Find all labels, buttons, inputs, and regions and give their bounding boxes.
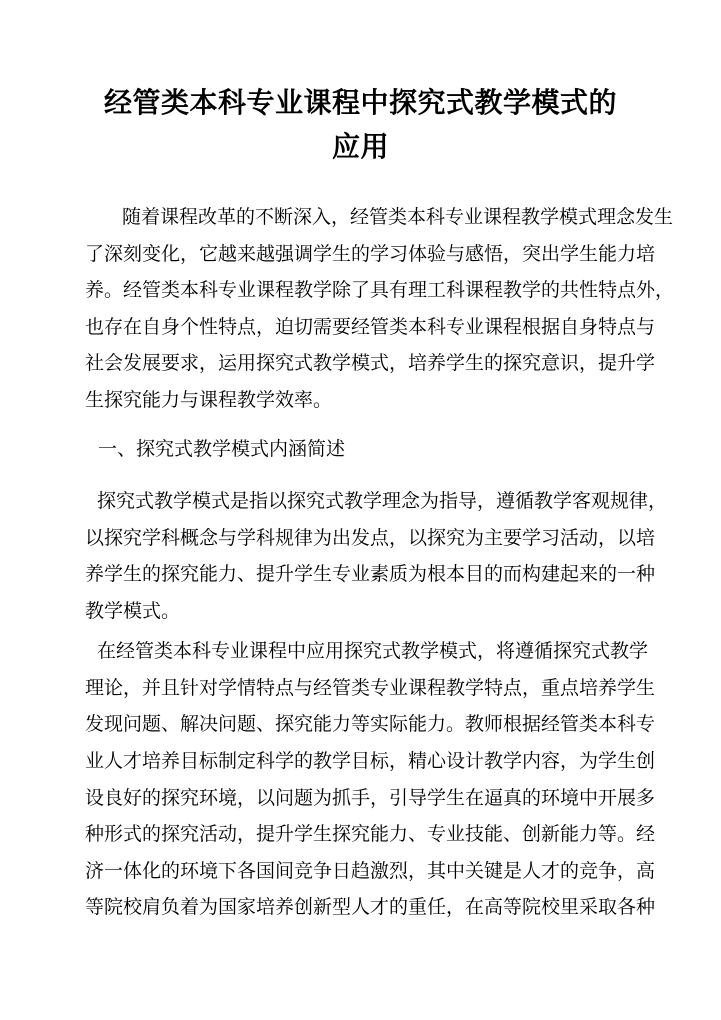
title-line-1: 经管类本科专业课程中探究式教学模式的	[103, 88, 617, 119]
text-line: 以探究学科概念与学科规律为出发点，以探究为主要学习活动，以培	[85, 527, 656, 549]
text-line: 也存在自身个性特点，迫切需要经管类本科专业课程根据自身特点与	[85, 316, 656, 338]
text-line: 养。经管类本科专业课程教学除了具有理工科课程教学的共性特点外，	[85, 280, 675, 302]
text-line: 养学生的探究能力、提升学生专业素质为根本目的而构建起来的一种	[85, 564, 656, 586]
text-line: 教学模式。	[85, 600, 181, 622]
text-line: 等院校肩负着为国家培养创新型人才的重任，在高等院校里采取各种	[85, 897, 656, 919]
text-line: 理论，并且针对学情特点与经管类专业课程教学特点，重点培养学生	[85, 677, 656, 699]
text-line: 发现问题、解决问题、探究能力等实际能力。教师根据经管类本科专	[85, 714, 656, 736]
document-body	[85, 200, 675, 927]
text-line: 探究式教学模式是指以探究式教学理念为指导，遵循教学客观规律，	[97, 490, 668, 512]
paragraph-application	[85, 634, 656, 927]
section-heading: 一、探究式教学模式内涵简述	[98, 438, 346, 460]
text-line: 了深刻变化，它越来越强调学生的学习体验与感悟，突出学生能力培	[85, 243, 656, 265]
text-line: 社会发展要求，运用探究式教学模式，培养学生的探究意识，提升学	[85, 353, 656, 375]
text-line: 济一体化的环境下各国间竞争日趋激烈，其中关键是人才的竞争，高	[85, 860, 656, 882]
text-line: 在经管类本科专业课程中应用探究式教学模式，将遵循探究式教学	[97, 641, 649, 663]
document-title	[40, 82, 681, 170]
paragraph-intro	[85, 200, 675, 420]
paragraph-definition	[85, 484, 668, 630]
text-line: 随着课程改革的不断深入，经管类本科专业课程教学模式理念发生	[122, 207, 674, 228]
text-line: 业人才培养目标制定科学的教学目标，精心设计教学内容，为学生创	[85, 751, 656, 773]
text-line: 设良好的探究环境，以问题为抓手，引导学生在逼真的环境中开展多	[85, 787, 656, 809]
title-line-2: 应用	[331, 132, 389, 163]
text-line: 生探究能力与课程教学效率。	[85, 389, 333, 411]
text-line: 种形式的探究活动，提升学生探究能力、专业技能、创新能力等。经	[85, 824, 656, 846]
